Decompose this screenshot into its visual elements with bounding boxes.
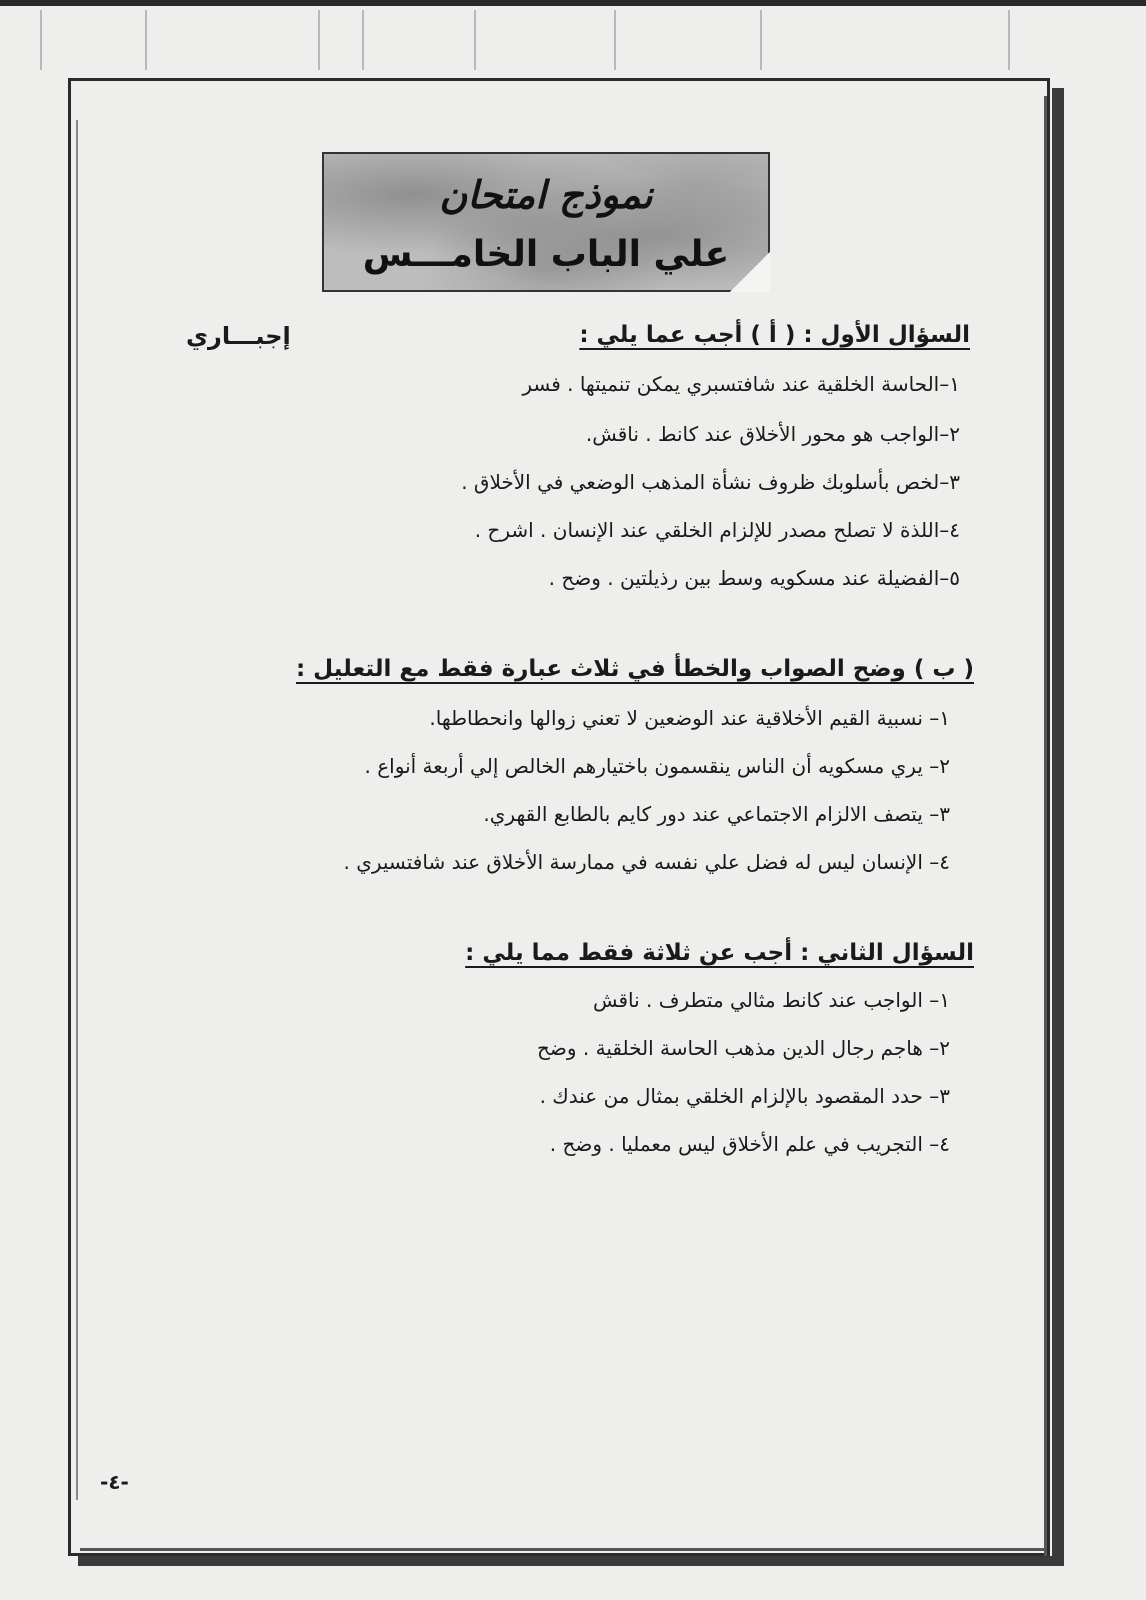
q1-b-item-3: ٣– يتصف الالزام الاجتماعي عند دور كايم بالطابع القهري. bbox=[483, 802, 950, 826]
compulsory-label: إجبـــاري bbox=[186, 322, 291, 350]
q1-b-item-2: ٢– يري مسكويه أن الناس ينقسمون باختيارهم الخالص إلي أربعة أنواع . bbox=[364, 754, 950, 778]
q1-part-a-heading: السؤال الأول : ( أ ) أجب عما يلي : bbox=[579, 322, 970, 348]
frame-shadow-right bbox=[1052, 88, 1064, 1566]
scan-ghost-lines bbox=[0, 0, 1146, 90]
q1-b-item-4: ٤– الإنسان ليس له فضل علي نفسه في ممارسة الأخلاق عند شافتسيري . bbox=[343, 850, 950, 874]
title-box bbox=[322, 152, 770, 292]
frame-shadow-bottom-inner bbox=[80, 1548, 1046, 1551]
page-number: -٤- bbox=[100, 1470, 129, 1494]
frame-shadow-right-inner bbox=[1044, 96, 1047, 1556]
q2-item-2: ٢– هاجم رجال الدين مذهب الحاسة الخلقية . وضح bbox=[536, 1036, 950, 1060]
frame-left-line bbox=[76, 120, 78, 1500]
q2-item-3: ٣– حدد المقصود بالإلزام الخلقي بمثال من عندك . bbox=[539, 1084, 950, 1108]
title-line-1: نموذج امتحان bbox=[439, 172, 653, 217]
frame-shadow-bottom bbox=[78, 1556, 1064, 1566]
q1-part-b-heading: ( ب ) وضح الصواب والخطأ في ثلاث عبارة فقط مع التعليل : bbox=[295, 656, 974, 682]
q1-a-item-5: ٥–الفضيلة عند مسكويه وسط بين رذيلتين . وضح . bbox=[548, 566, 960, 590]
q2-item-4: ٤– التجريب في علم الأخلاق ليس معمليا . وضح . bbox=[549, 1132, 950, 1156]
q1-a-item-4: ٤–اللذة لا تصلح مصدر للإلزام الخلقي عند الإنسان . اشرح . bbox=[474, 518, 960, 542]
q1-a-item-3: ٣–لخص بأسلوبك ظروف نشأة المذهب الوضعي في الأخلاق . bbox=[461, 470, 960, 494]
q2-heading: السؤال الثاني : أجب عن ثلاثة فقط مما يلي : bbox=[465, 940, 974, 966]
q1-a-item-1: ١–الحاسة الخلقية عند شافتسبري يمكن تنميتها . فسر bbox=[522, 372, 960, 396]
q1-b-item-1: ١– نسبية القيم الأخلاقية عند الوضعين لا تعني زوالها وانحطاطها. bbox=[429, 706, 950, 730]
q1-a-item-2: ٢–الواجب هو محور الأخلاق عند كانط . ناقش. bbox=[585, 422, 960, 446]
title-line-2: علي الباب الخامـــس bbox=[362, 234, 730, 275]
q2-item-1: ١– الواجب عند كانط مثالي متطرف . ناقش bbox=[592, 988, 950, 1012]
